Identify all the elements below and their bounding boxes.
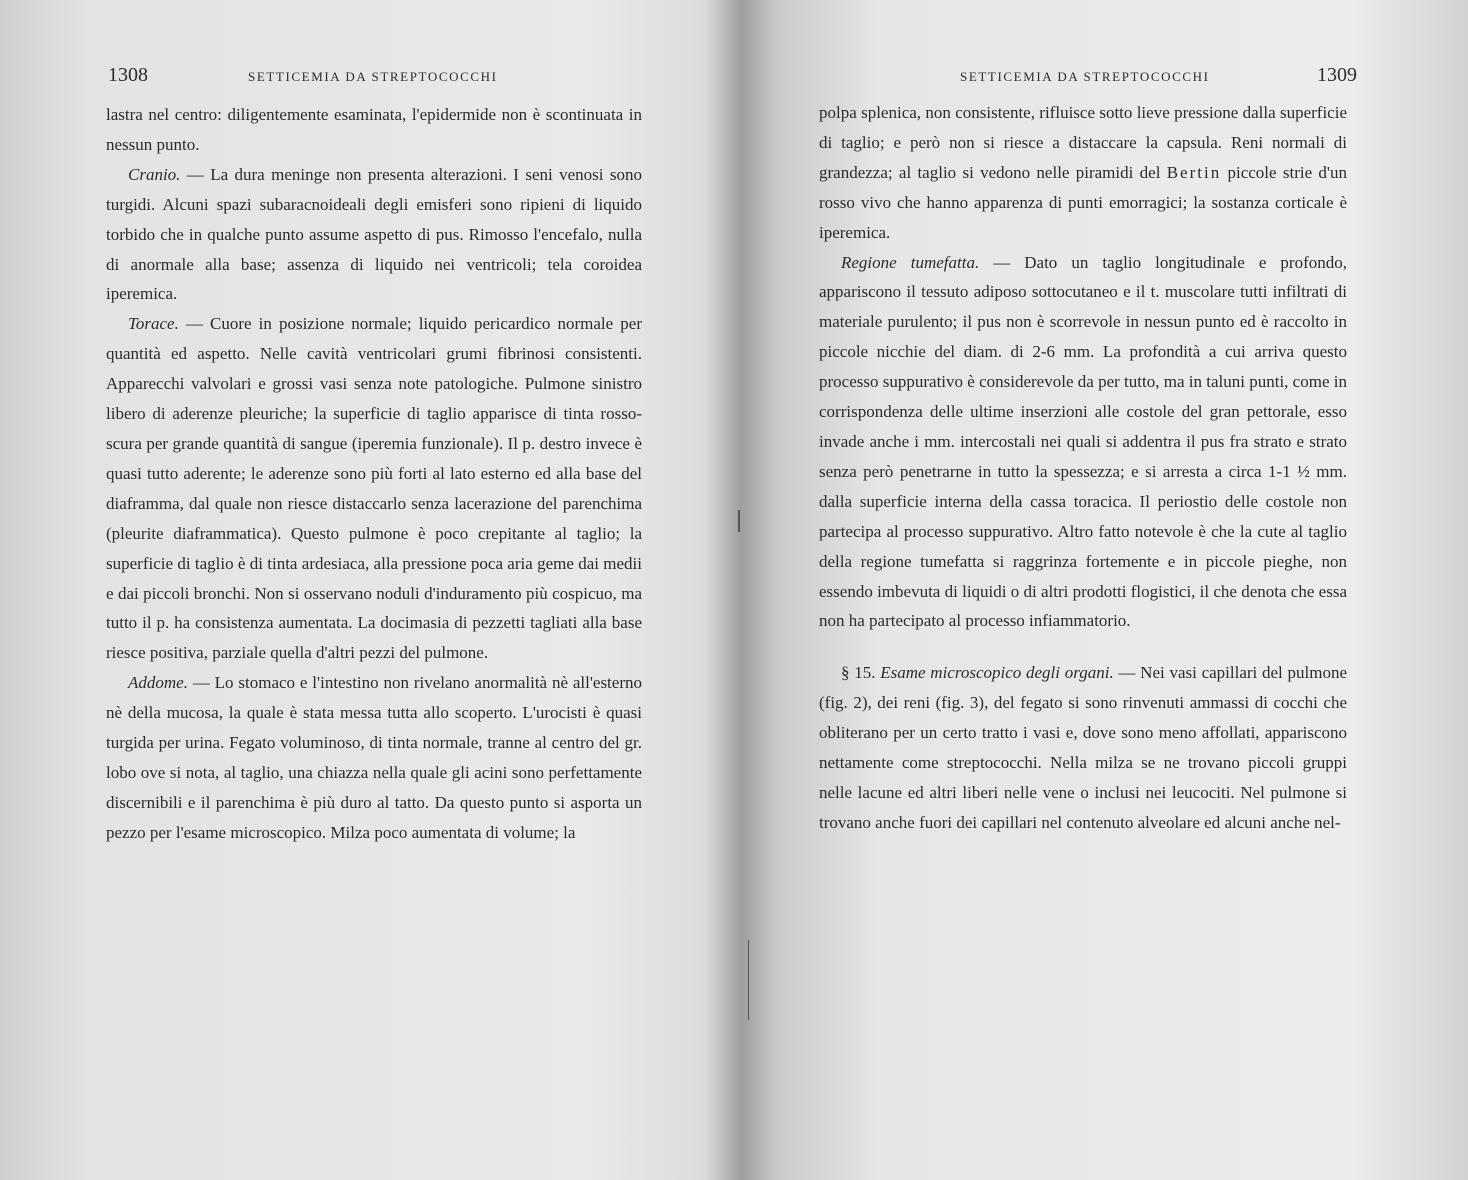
right-page-number: 1309 — [1317, 64, 1357, 86]
right-running-head: SETTICEMIA DA STREPTOCOCCHI — [960, 69, 1210, 84]
cranio-label: Cranio. — [128, 164, 181, 184]
section-title: Esame microscopico degli organi. — [880, 663, 1114, 683]
section-gap — [819, 636, 1347, 658]
regione-label: Regione tumefatta. — [841, 252, 980, 272]
left-paragraph-torace — [106, 309, 642, 668]
left-page-body — [106, 100, 642, 848]
left-paragraph-addome — [106, 668, 642, 847]
left-paragraph-cranio — [106, 160, 642, 310]
cranio-text: — La dura meninge non presenta alterazioni. I seni venosi sono turgidi. Alcuni spazi subaracnoideali degli emisferi sono ripieni di liquido torbido che in qualche punto assume aspetto di pus. Rimosso l'encefalo, nulla di anormale alla base; assenza di liquido nei ventricoli; tela coroidea iperemica. — [106, 164, 642, 304]
section-text: — Nei vasi capillari del pulmone (fig. 2), dei reni (fig. 3), del fegato si sono rinvenuti ammassi di cocchi che obliterano per un certo tratto i vasi e, dove sono meno affollati, appariscono nettamente come streptococchi. Nella milza se ne trovano piccoli gruppi nelle lacune ed altri liberi nelle vene o inclusi nei leucociti. Nel pulmone si trovano anche fuori dei capillari nel contenuto alveolare ed alcuni anche nel- — [819, 663, 1348, 832]
left-running-head: SETTICEMIA DA STREPTOCOCCHI — [248, 69, 498, 84]
gutter-mark — [748, 940, 749, 1020]
section-number: § 15. — [841, 663, 876, 683]
left-paragraph-1: lastra nel centro: diligentemente esaminata, l'epidermide non è scontinuata in nessun punto. — [106, 105, 642, 154]
bertin-name: Bertin — [1166, 162, 1222, 182]
left-page-number: 1308 — [108, 64, 148, 86]
addome-label: Addome. — [128, 673, 188, 693]
right-paragraph-section-15 — [819, 658, 1347, 837]
milza-text-b: piccole strie d'un rosso vivo che hanno apparenza di punti emorragici; la sostanza corticale è iperemica. — [819, 162, 1347, 242]
right-page — [735, 0, 1468, 1180]
right-page-body — [819, 98, 1347, 838]
torace-label: Torace. — [128, 314, 179, 334]
regione-text: — Dato un taglio longitudinale e profondo, appariscono il tessuto adiposo sottocutaneo e il t. muscolare tutti infiltrati di materiale purulento; il pus non è scorrevole in nessun punto ed è raccolto in piccole nicchie del diam. di 2-6 mm. La profondità a cui arriva questo processo suppurativo è considerevole da per tutto, ma in taluni punti, come in corrispondenza delle ultime inserzioni alle costole del gran pettorale, esso invade anche i mm. intercostali nei quali si addentra il pus fra strato e strato senza però penetrarne in tutto la spessezza; e si arresta a circa 1-1 ½ mm. dalla superficie interna della cassa toracica. Il periostio delle costole non partecipa al processo suppurativo. Altro fatto notevole è che la cute al taglio della regione tumefatta si raggrinza fortemente e in piccole pieghe, non essendo imbevuta di liquidi o di altri prodotti flogistici, il che denota che essa non ha partecipato al processo infiammatorio. — [819, 252, 1347, 631]
torace-text: — Cuore in posizione normale; liquido pericardico normale per quantità ed aspetto. Nelle cavità ventricolari grumi fibrinosi consistenti. Apparecchi valvolari e grossi vasi senza note patologiche. Pulmone sinistro libero di aderenze pleuriche; la superficie di taglio apparisce di tinta rosso-scura per grande quantità di sangue (iperemia funzionale). Il p. destro invece è quasi tutto aderente; le aderenze sono più forti al lato esterno ed alla base del diaframma, dal quale non riesce distaccarlo senza lacerazione del parenchima (pleurite diaframmatica). Questo pulmone è poco crepitante al taglio; la superficie di taglio è di tinta ardesiaca, alla pressione poca aria geme dai medii e dai piccoli bronchi. Non si osservano noduli d'induramento più cospicuo, ma tutto il p. ha consistenza aumentata. La docimasia di pezzetti tagliati alla base riesce positiva, parziale quella d'altri pezzi del pulmone. — [106, 314, 642, 663]
gutter-mark — [738, 510, 740, 532]
right-paragraph-regione — [819, 248, 1347, 637]
addome-text: — Lo stomaco e l'intestino non rivelano anormalità nè all'esterno nè della mucosa, la quale è stata messa tutta allo scoperto. L'urocisti è quasi turgida per urina. Fegato voluminoso, di tinta normale, tranne al centro del gr. lobo ove si nota, al taglio, una chiazza nella quale gli acini sono perfettamente discernibili e il parenchima è più duro al tatto. Da questo punto si asporta un pezzo per l'esame microscopico. Milza poco aumentata di volume; la — [106, 673, 642, 842]
milza-text-a: polpa splenica, non consistente, rifluisce sotto lieve pressione dalla superficie di taglio; e però non si riesce a distaccare la capsula. Reni normali di grandezza; al taglio si vedono nelle piramidi del — [819, 103, 1347, 182]
right-paragraph-1 — [819, 98, 1347, 248]
